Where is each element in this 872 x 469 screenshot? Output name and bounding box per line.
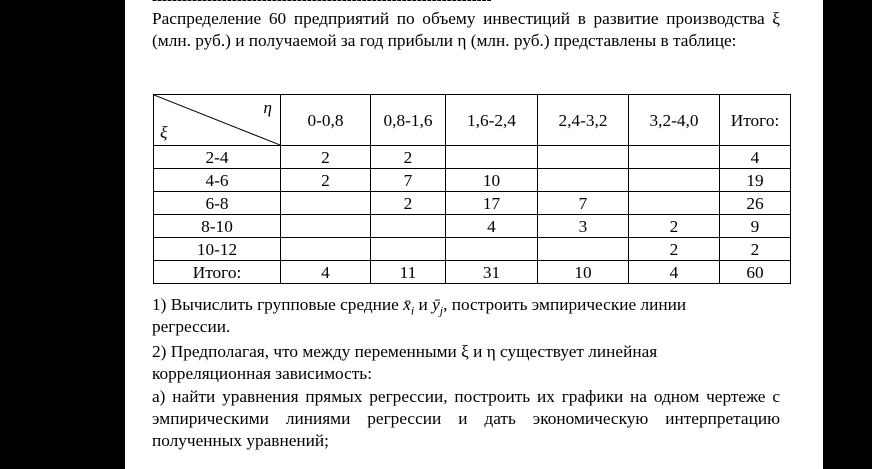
table-cell (281, 215, 371, 238)
table-row (154, 192, 791, 215)
table-cell: 10 (446, 169, 538, 192)
table-cell: 17 (446, 192, 538, 215)
q1-and: и (414, 295, 433, 314)
table-cell: 7 (371, 169, 446, 192)
table-body (154, 146, 791, 284)
table-cell: 2 (720, 238, 791, 261)
table-cell (629, 146, 720, 169)
column-header: Итого: (720, 95, 791, 146)
table-cell: 2 (629, 215, 720, 238)
table-cell: 19 (720, 169, 791, 192)
column-header: 2,4-3,2 (538, 95, 629, 146)
table-cell (629, 192, 720, 215)
question-2: 2) Предполагая, что между переменными ξ и η существует линейная (152, 342, 658, 361)
row-label: 4-6 (154, 169, 281, 192)
sub-i: i (410, 303, 415, 318)
sub-j: j (439, 303, 444, 318)
table-cell: 2 (281, 146, 371, 169)
table-cell: 31 (446, 261, 538, 284)
row-label: 8-10 (154, 215, 281, 238)
table-cell: 4 (281, 261, 371, 284)
table-cell: 2 (629, 238, 720, 261)
table-cell: 7 (538, 192, 629, 215)
q1-text-b: , построить эмпирические линии (443, 295, 687, 314)
table-cell (538, 238, 629, 261)
table-cell: 2 (281, 169, 371, 192)
column-header: 0,8-1,6 (371, 95, 446, 146)
diagonal-line (154, 95, 280, 145)
y-bar-symbol (432, 295, 444, 318)
table-header-row (154, 95, 791, 146)
table-cell (446, 146, 538, 169)
question-2-cont: корреляционная зависимость: (152, 364, 372, 383)
table-cell (446, 238, 538, 261)
table-cell: 2 (371, 146, 446, 169)
table-row (154, 238, 791, 261)
question-2a: а) найти уравнения прямых регрессии, построить их графики на одном чертеже с эмпирическими линиями регрессии и дать экономическую интерпретацию полученных уравнений; (152, 387, 780, 450)
eta-label: η (263, 98, 272, 117)
document-page (125, 0, 823, 469)
x-bar: x̄ (403, 295, 411, 314)
table-cell: 4 (629, 261, 720, 284)
table-cell: 3 (538, 215, 629, 238)
table-cell (629, 169, 720, 192)
y-bar: ȳ (432, 295, 440, 314)
column-header: 1,6-2,4 (446, 95, 538, 146)
table-cell: 4 (446, 215, 538, 238)
x-bar-symbol (403, 295, 415, 318)
distribution-table (153, 94, 791, 284)
xi-label: ξ (160, 123, 168, 142)
table-row (154, 261, 791, 284)
table-cell: 4 (720, 146, 791, 169)
problem-intro: Распределение 60 предприятий по объему инвестиций в развитие производства ξ (млн. руб.) и получаемой за год прибыли η (млн. руб.) представлены в таблице: (152, 9, 780, 50)
table-cell: 26 (720, 192, 791, 215)
row-label: 10-12 (154, 238, 281, 261)
table-cell (371, 238, 446, 261)
table-cell: 2 (371, 192, 446, 215)
table-cell: 9 (720, 215, 791, 238)
row-label: Итого: (154, 261, 281, 284)
table-row (154, 169, 791, 192)
table-cell: 11 (371, 261, 446, 284)
table-cell (538, 146, 629, 169)
question-1-cont: регрессии. (152, 317, 231, 336)
table-row (154, 146, 791, 169)
row-label: 6-8 (154, 192, 281, 215)
q1-text-a: 1) Вычислить групповые средние (152, 295, 404, 314)
diagonal-corner-cell (154, 95, 281, 146)
table-row (154, 215, 791, 238)
table-cell (281, 192, 371, 215)
table-cell (281, 238, 371, 261)
row-label: 2-4 (154, 146, 281, 169)
table-cell (371, 215, 446, 238)
table-cell (538, 169, 629, 192)
table-cell: 60 (720, 261, 791, 284)
table-cell: 10 (538, 261, 629, 284)
column-header: 3,2-4,0 (629, 95, 720, 146)
separator-dashes: -------------------------------------------------------------------- (152, 0, 492, 8)
column-header: 0-0,8 (281, 95, 371, 146)
